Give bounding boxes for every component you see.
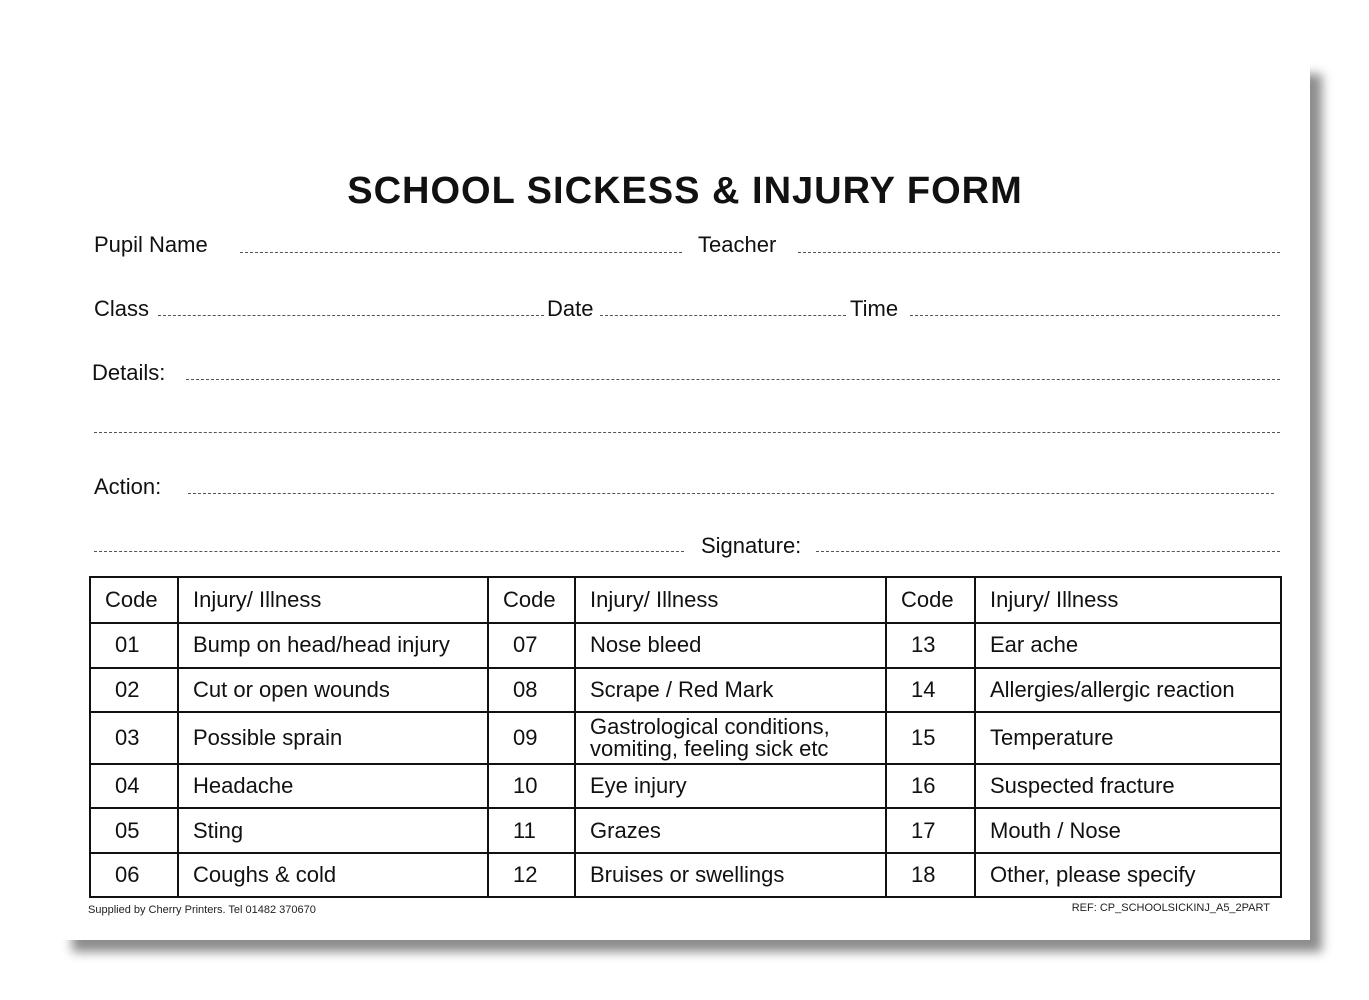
illness-cell: Nose bleed	[575, 623, 886, 667]
illness-cell: Scrape / Red Mark	[575, 668, 886, 712]
header-illness-2: Injury/ Illness	[575, 577, 886, 623]
code-cell: 05	[90, 808, 178, 852]
illness-cell: Eye injury	[575, 764, 886, 808]
form-sheet	[60, 62, 1310, 940]
code-cell: 13	[886, 623, 975, 667]
header-code-2: Code	[488, 577, 575, 623]
illness-cell: Other, please specify	[975, 853, 1281, 897]
teacher-field[interactable]	[798, 252, 1280, 253]
header-illness-1: Injury/ Illness	[178, 577, 488, 623]
illness-cell: Bruises or swellings	[575, 853, 886, 897]
code-cell: 06	[90, 853, 178, 897]
illness-cell: Gastrological conditions, vomiting, feeling sick etc	[575, 712, 886, 764]
details-field-line-1[interactable]	[186, 379, 1280, 380]
signature-field[interactable]	[816, 551, 1280, 552]
code-cell: 10	[488, 764, 575, 808]
action-field-line-2[interactable]	[94, 551, 684, 552]
action-label: Action:	[94, 474, 162, 499]
date-label: Date	[547, 296, 594, 321]
table-row	[90, 853, 1281, 897]
injury-code-table	[89, 576, 1282, 898]
illness-cell: Coughs & cold	[178, 853, 488, 897]
header-code-1: Code	[90, 577, 178, 623]
code-cell: 18	[886, 853, 975, 897]
table-row	[90, 623, 1281, 667]
pupil-name-field[interactable]	[240, 252, 682, 253]
illness-cell: Cut or open wounds	[178, 668, 488, 712]
table-header-row	[90, 577, 1281, 623]
code-cell: 04	[90, 764, 178, 808]
code-cell: 16	[886, 764, 975, 808]
illness-cell: Bump on head/head injury	[178, 623, 488, 667]
illness-cell: Mouth / Nose	[975, 808, 1281, 852]
code-cell: 15	[886, 712, 975, 764]
illness-cell: Temperature	[975, 712, 1281, 764]
code-cell: 02	[90, 668, 178, 712]
code-cell: 08	[488, 668, 575, 712]
details-field-line-2[interactable]	[94, 432, 1280, 433]
code-cell: 11	[488, 808, 575, 852]
code-cell: 07	[488, 623, 575, 667]
header-code-3: Code	[886, 577, 975, 623]
table-row	[90, 668, 1281, 712]
signature-label: Signature:	[701, 533, 802, 558]
class-label: Class	[94, 296, 150, 321]
action-field[interactable]	[188, 493, 1274, 494]
time-label: Time	[850, 296, 899, 321]
teacher-label: Teacher	[698, 232, 777, 257]
class-field[interactable]	[158, 315, 544, 316]
header-illness-3: Injury/ Illness	[975, 577, 1281, 623]
date-field[interactable]	[600, 315, 846, 316]
code-cell: 12	[488, 853, 575, 897]
illness-cell: Suspected fracture	[975, 764, 1281, 808]
illness-cell: Allergies/allergic reaction	[975, 668, 1281, 712]
reference-footer: REF: CP_SCHOOLSICKINJ_A5_2PART	[1071, 902, 1270, 914]
form-title: SCHOOL SICKESS & INJURY FORM	[347, 170, 1023, 212]
code-cell: 03	[90, 712, 178, 764]
code-cell: 01	[90, 623, 178, 667]
code-cell: 09	[488, 712, 575, 764]
table-row	[90, 764, 1281, 808]
code-cell: 14	[886, 668, 975, 712]
illness-cell: Grazes	[575, 808, 886, 852]
details-label: Details:	[92, 360, 166, 385]
time-field[interactable]	[910, 315, 1280, 316]
code-cell: 17	[886, 808, 975, 852]
table-row	[90, 712, 1281, 764]
supplier-footer: Supplied by Cherry Printers. Tel 01482 370670	[88, 904, 316, 916]
illness-cell: Headache	[178, 764, 488, 808]
pupil-name-label: Pupil Name	[94, 232, 208, 257]
illness-cell: Sting	[178, 808, 488, 852]
illness-cell: Possible sprain	[178, 712, 488, 764]
table-row	[90, 808, 1281, 852]
illness-cell: Ear ache	[975, 623, 1281, 667]
